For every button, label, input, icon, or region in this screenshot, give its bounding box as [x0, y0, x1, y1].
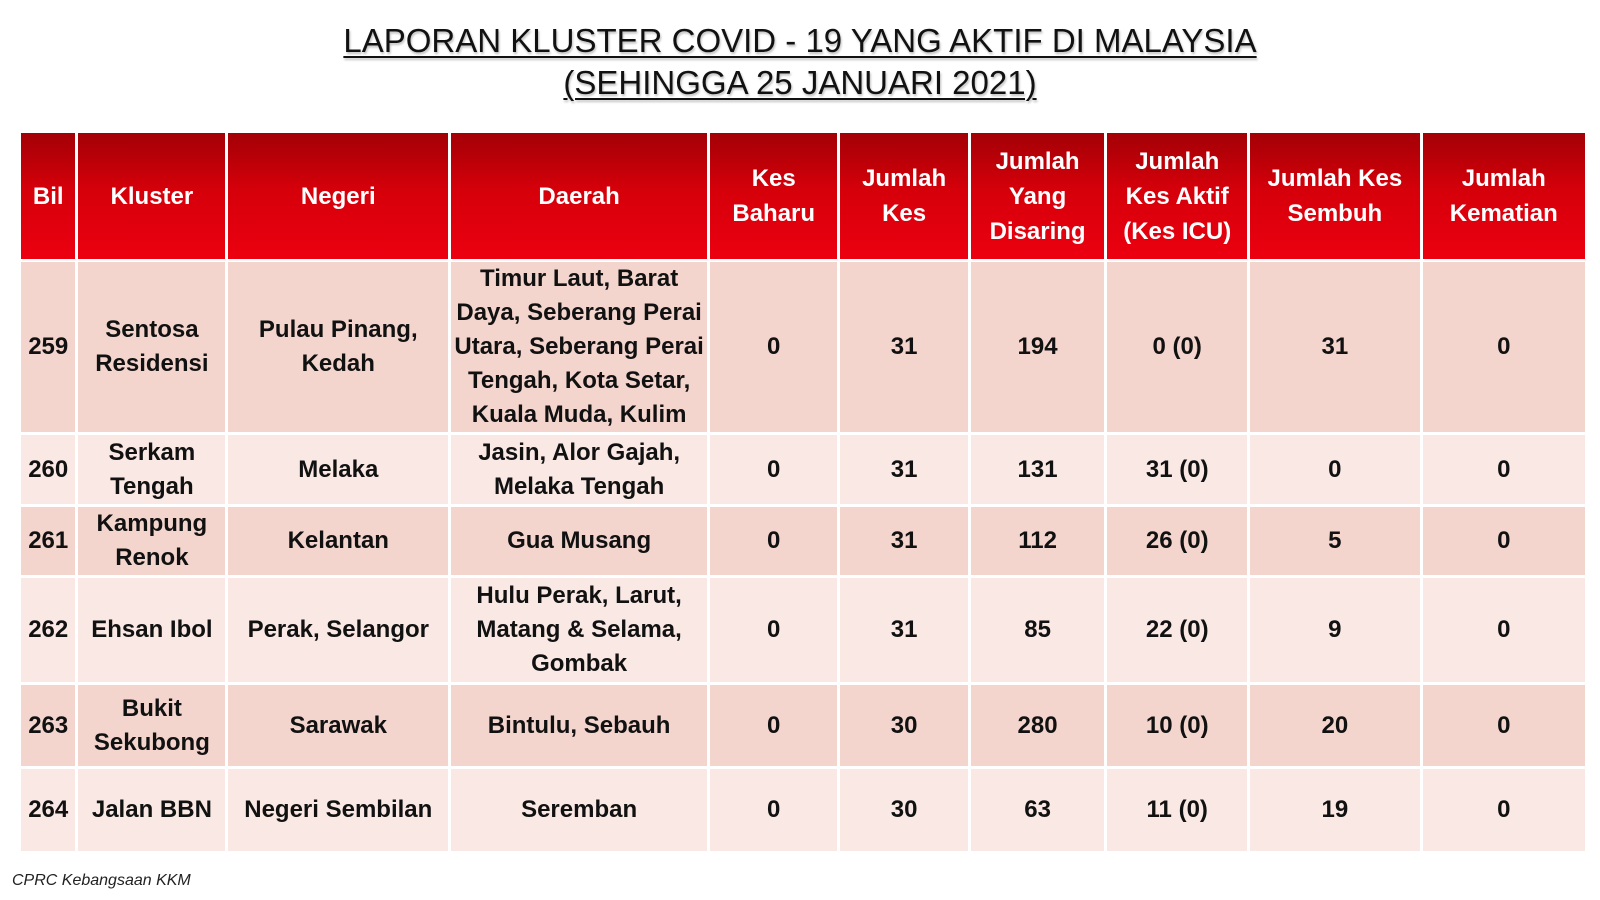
header-kes-baharu: Kes Baharu — [710, 133, 837, 259]
table-row — [21, 578, 1585, 682]
cell-bil: 259 — [21, 262, 75, 432]
title-line-1-text: LAPORAN KLUSTER COVID - 19 YANG AKTIF DI MALAYSIA — [343, 22, 1257, 59]
report-title — [0, 20, 1600, 104]
cell-kluster: Serkam Tengah — [78, 435, 225, 504]
cell-kes-sembuh: 9 — [1250, 578, 1420, 682]
header-jumlah-disaring: Jumlah Yang Disaring — [971, 133, 1105, 259]
cell-kes-aktif: 31 (0) — [1107, 435, 1247, 504]
cell-negeri: Perak, Selangor — [228, 578, 448, 682]
title-line-1 — [0, 20, 1600, 62]
cell-jumlah-disaring: 85 — [971, 578, 1105, 682]
header-daerah: Daerah — [451, 133, 707, 259]
cell-kematian: 0 — [1423, 578, 1585, 682]
cell-kes-aktif: 0 (0) — [1107, 262, 1247, 432]
header-kes-aktif: Jumlah Kes Aktif (Kes ICU) — [1107, 133, 1247, 259]
cell-jumlah-kes: 30 — [840, 685, 967, 766]
cell-kluster: Sentosa Residensi — [78, 262, 225, 432]
cell-kes-aktif: 10 (0) — [1107, 685, 1247, 766]
cell-bil: 261 — [21, 507, 75, 575]
cluster-table — [18, 130, 1588, 854]
cell-kluster: Bukit Sekubong — [78, 685, 225, 766]
cell-kluster: Jalan BBN — [78, 769, 225, 851]
cell-kes-aktif: 11 (0) — [1107, 769, 1247, 851]
cell-kes-sembuh: 5 — [1250, 507, 1420, 575]
table-row — [21, 435, 1585, 504]
cell-kematian: 0 — [1423, 262, 1585, 432]
cell-kes-baharu: 0 — [710, 435, 837, 504]
header-kematian: Jumlah Kematian — [1423, 133, 1585, 259]
cell-jumlah-kes: 31 — [840, 435, 967, 504]
table-header-row — [21, 133, 1585, 259]
table-row — [21, 685, 1585, 766]
cell-negeri: Sarawak — [228, 685, 448, 766]
cell-kes-sembuh: 19 — [1250, 769, 1420, 851]
cell-jumlah-disaring: 112 — [971, 507, 1105, 575]
header-kluster: Kluster — [78, 133, 225, 259]
cell-kes-sembuh: 20 — [1250, 685, 1420, 766]
cell-jumlah-kes: 31 — [840, 507, 967, 575]
cell-kes-baharu: 0 — [710, 578, 837, 682]
header-bil: Bil — [21, 133, 75, 259]
cell-negeri: Kelantan — [228, 507, 448, 575]
cell-daerah: Bintulu, Sebauh — [451, 685, 707, 766]
table-row — [21, 262, 1585, 432]
cell-jumlah-disaring: 131 — [971, 435, 1105, 504]
cell-jumlah-disaring: 63 — [971, 769, 1105, 851]
cell-daerah: Gua Musang — [451, 507, 707, 575]
cell-kematian: 0 — [1423, 769, 1585, 851]
cell-kes-sembuh: 31 — [1250, 262, 1420, 432]
cell-jumlah-kes: 30 — [840, 769, 967, 851]
title-line-2-text: (SEHINGGA 25 JANUARI 2021) — [563, 64, 1037, 101]
cell-negeri: Pulau Pinang, Kedah — [228, 262, 448, 432]
cell-jumlah-disaring: 280 — [971, 685, 1105, 766]
cell-bil: 260 — [21, 435, 75, 504]
cell-daerah: Seremban — [451, 769, 707, 851]
cell-daerah: Timur Laut, Barat Daya, Seberang Perai Utara, Seberang Perai Tengah, Kota Setar, Kuala Muda, Kulim — [451, 262, 707, 432]
cell-daerah: Jasin, Alor Gajah, Melaka Tengah — [451, 435, 707, 504]
cell-kes-sembuh: 0 — [1250, 435, 1420, 504]
cell-jumlah-kes: 31 — [840, 578, 967, 682]
cell-daerah: Hulu Perak, Larut, Matang & Selama, Gombak — [451, 578, 707, 682]
cell-kes-baharu: 0 — [710, 507, 837, 575]
cell-kes-aktif: 22 (0) — [1107, 578, 1247, 682]
cell-kematian: 0 — [1423, 507, 1585, 575]
cell-kluster: Kampung Renok — [78, 507, 225, 575]
table-row — [21, 769, 1585, 851]
cell-bil: 263 — [21, 685, 75, 766]
table-row — [21, 507, 1585, 575]
cell-kes-baharu: 0 — [710, 262, 837, 432]
cell-jumlah-disaring: 194 — [971, 262, 1105, 432]
cell-kluster: Ehsan Ibol — [78, 578, 225, 682]
cell-kematian: 0 — [1423, 685, 1585, 766]
cell-kes-baharu: 0 — [710, 769, 837, 851]
cell-kematian: 0 — [1423, 435, 1585, 504]
cell-negeri: Negeri Sembilan — [228, 769, 448, 851]
header-negeri: Negeri — [228, 133, 448, 259]
title-line-2 — [0, 62, 1600, 104]
source-credit: CPRC Kebangsaan KKM — [12, 872, 191, 889]
cell-negeri: Melaka — [228, 435, 448, 504]
cell-kes-baharu: 0 — [710, 685, 837, 766]
cell-kes-aktif: 26 (0) — [1107, 507, 1247, 575]
cell-bil: 262 — [21, 578, 75, 682]
header-kes-sembuh: Jumlah Kes Sembuh — [1250, 133, 1420, 259]
cell-jumlah-kes: 31 — [840, 262, 967, 432]
cell-bil: 264 — [21, 769, 75, 851]
header-jumlah-kes: Jumlah Kes — [840, 133, 967, 259]
